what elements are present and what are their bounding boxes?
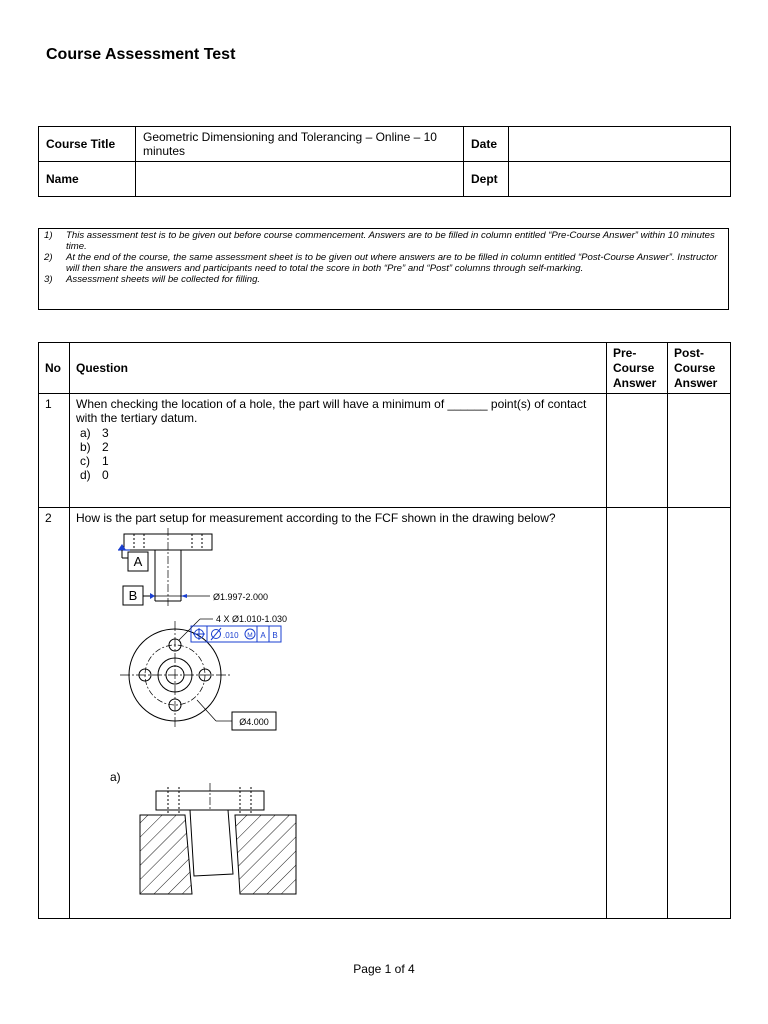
technical-drawing [76, 525, 600, 905]
option-item [76, 454, 600, 468]
dept-field[interactable] [509, 162, 731, 197]
fcf-primary-datum: A [260, 631, 266, 640]
question-text: When checking the location of a hole, the part will have a minimum of ______ point(s) of contact with the tertiary datum. [76, 397, 587, 425]
name-field[interactable] [136, 162, 464, 197]
option-text: 3 [102, 426, 109, 440]
datum-a-label: A [133, 554, 143, 569]
header-pre-course-answer: Pre- Course Answer [607, 343, 668, 394]
instruction-text: At the end of the course, the same assessment sheet is to be given out where answers are to be filled in column entitled “Post-Course Answer”. Instructor will then share the answers and participants need to total the score in both “Pre” and “Post” columns through self-marking. [66, 252, 718, 274]
hole-size-dimension: 4 X Ø1.010-1.030 [216, 614, 288, 624]
option-item [76, 468, 600, 482]
option-letter: c) [80, 454, 90, 468]
instruction-text: Assessment sheets will be collected for filling. [66, 274, 261, 285]
question-text: How is the part setup for measurement according to the FCF shown in the drawing below? [76, 511, 556, 525]
date-label: Date [464, 127, 509, 162]
instruction-number: 2) [44, 252, 53, 263]
question-cell [70, 394, 607, 508]
bolt-circle-dimension: Ø4.000 [239, 717, 269, 727]
date-field[interactable] [509, 127, 731, 162]
header-question: Question [70, 343, 607, 394]
question-number: 1 [39, 394, 70, 508]
option-item [76, 440, 600, 454]
options-list [76, 426, 600, 482]
instruction-text: This assessment test is to be given out before course commencement. Answers are to be filled in column entitled “Pre-Course Answer” within 10 minutes time. [66, 230, 715, 252]
course-title-label: Course Title [39, 127, 136, 162]
document-title: Course Assessment Test [46, 46, 236, 63]
fcf-tolerance-value: .010 [223, 631, 239, 640]
option-text: 0 [102, 468, 109, 482]
course-title-value: Geometric Dimensioning and Tolerancing – Online – 10 minutes [136, 127, 464, 162]
post-answer-cell[interactable] [668, 508, 731, 919]
instruction-item [44, 230, 723, 252]
option-a-label: a) [110, 770, 121, 784]
fcf-modifier-text: M [247, 632, 253, 639]
question-cell [70, 508, 607, 919]
option-letter: d) [80, 468, 91, 482]
option-letter: b) [80, 440, 91, 454]
instruction-item [44, 252, 723, 274]
fcf-secondary-datum: B [272, 631, 278, 640]
datum-b-label: B [128, 588, 138, 603]
gdt-drawing-svg [70, 525, 610, 910]
header-post-course-answer: Post- Course Answer [668, 343, 731, 394]
instruction-number: 1) [44, 230, 53, 241]
diameter-symbol-icon [211, 628, 221, 640]
header-no: No [39, 343, 70, 394]
instruction-number: 3) [44, 274, 53, 285]
shaft-diameter-dimension: Ø1.997-2.000 [213, 592, 269, 602]
page-number: Page 1 of 4 [353, 962, 415, 976]
fixture-section-view [140, 783, 296, 894]
option-letter: a) [80, 426, 91, 440]
name-label: Name [39, 162, 136, 197]
option-text: 1 [102, 454, 109, 468]
question-number: 2 [39, 508, 70, 919]
instruction-item [44, 274, 723, 285]
course-info-table [38, 126, 731, 197]
option-text: 2 [102, 440, 109, 454]
dept-label: Dept [464, 162, 509, 197]
pre-answer-cell[interactable] [607, 508, 668, 919]
pre-answer-cell[interactable] [607, 394, 668, 508]
shaft-dimension-leader [181, 594, 210, 598]
option-item [76, 426, 600, 440]
question-table [38, 342, 731, 919]
instructions-box [38, 228, 729, 310]
post-answer-cell[interactable] [668, 394, 731, 508]
